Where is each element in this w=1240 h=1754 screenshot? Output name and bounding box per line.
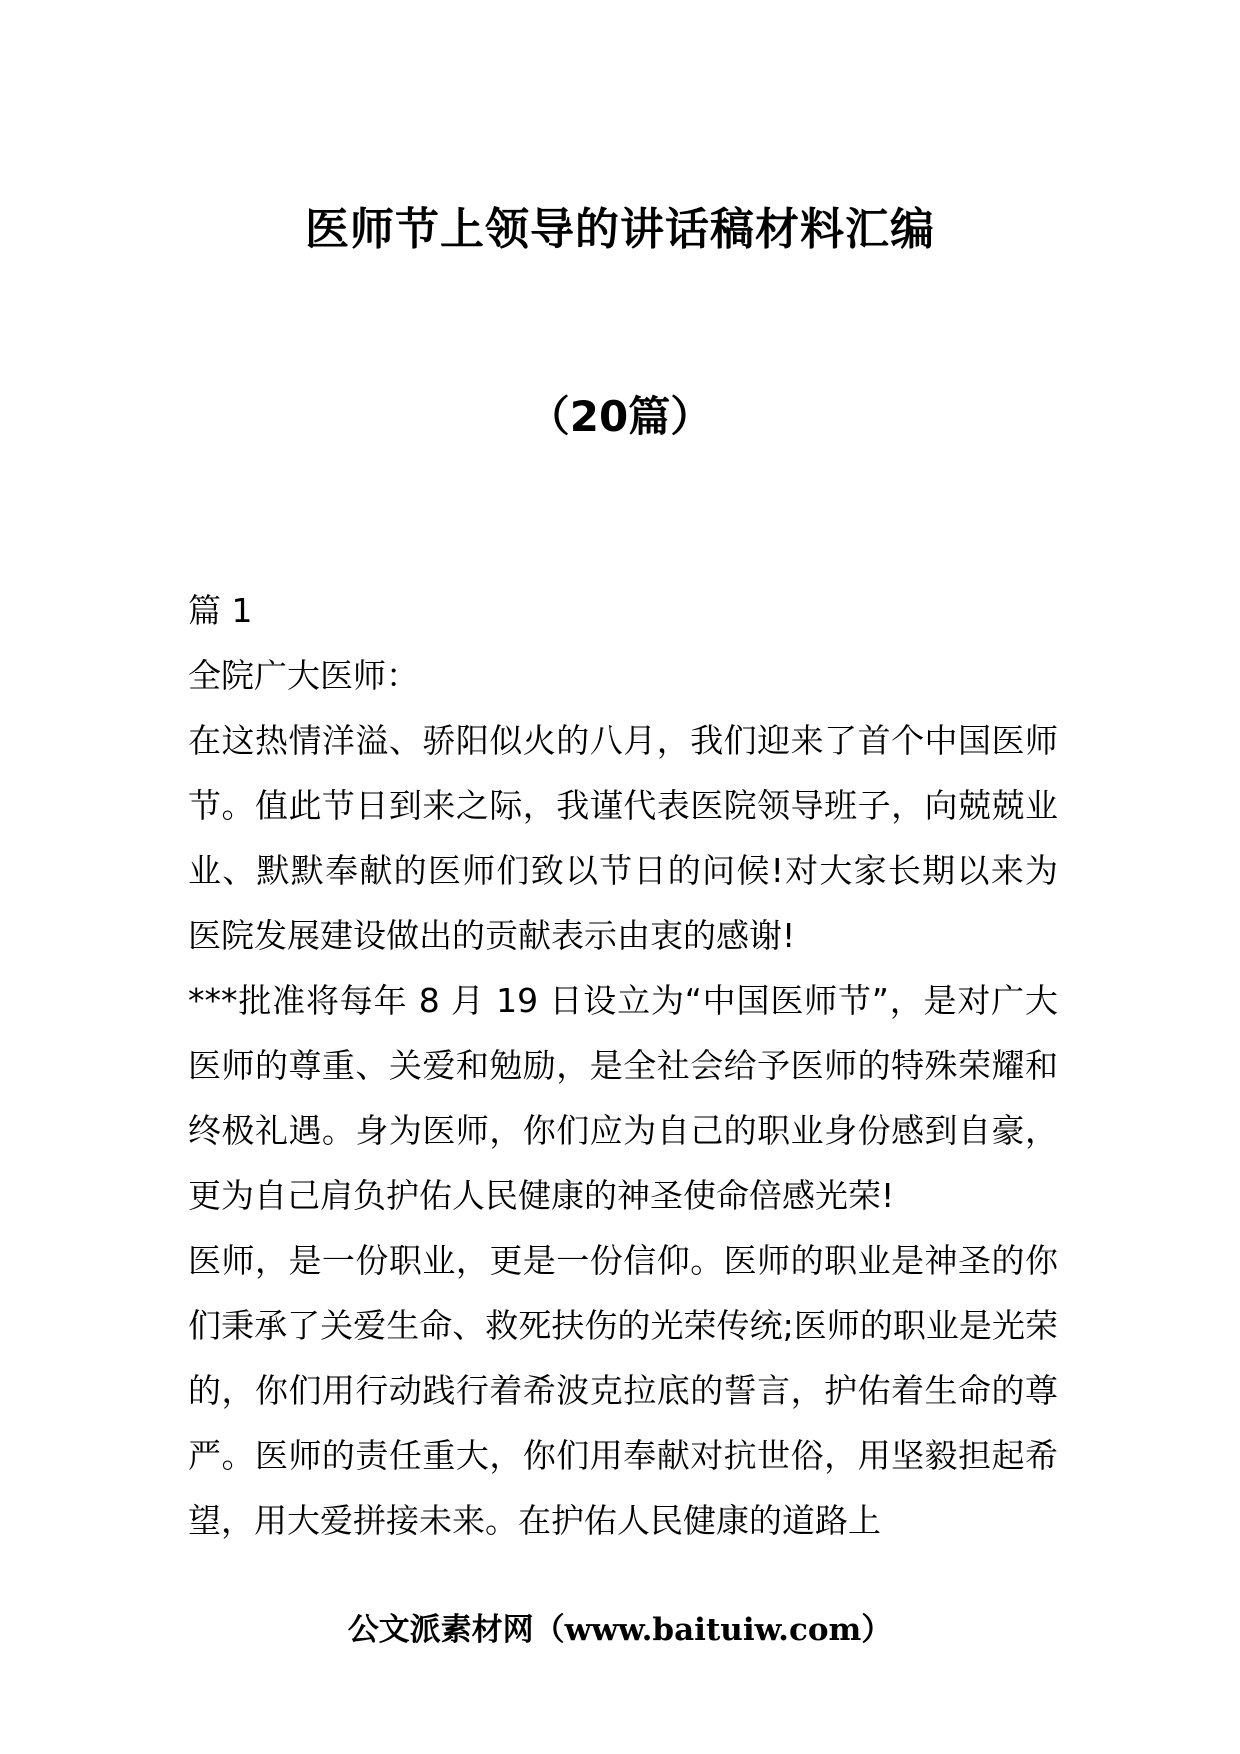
salutation: 全院广大医师： bbox=[188, 656, 419, 695]
paragraph-2: ***批准将每年 8 月 19 日设立为“中国医师节”，是对广大医师的尊重、关爱和勉励，是全社会给予医师的特殊荣耀和终极礼遇。身为医师，你们应为自己的职业身份感到自豪，更为自己肩负护佑人民健康的神圣使命倍感光荣! bbox=[188, 981, 1058, 1215]
paragraph-1: 在这热情洋溢、骄阳似火的八月，我们迎来了首个中国医师节。值此节日到来之际，我谨代表医院领导班子，向兢兢业业、默默奉献的医师们致以节日的问候!对大家长期以来为医院发展建设做出的贡献表示由衷的感谢! bbox=[188, 721, 1058, 955]
section-heading: 篇 1 bbox=[188, 591, 253, 630]
footer-source: 公文派素材网（www.baituiw.com） bbox=[347, 1612, 893, 1648]
document-body bbox=[188, 578, 1058, 1553]
document-title: 医师节上领导的讲话稿材料汇编 bbox=[305, 204, 935, 255]
paragraph-3: 医师，是一份职业，更是一份信仰。医师的职业是神圣的你们秉承了关爱生命、救死扶伤的光荣传统;医师的职业是光荣的，你们用行动践行着希波克拉底的誓言，护佑着生命的尊严。医师的责任重大，你们用奉献对抗世俗，用坚毅担起希望，用大爱拼接未来。在护佑人民健康的道路上 bbox=[188, 1241, 1058, 1540]
document-subtitle: （20篇） bbox=[527, 392, 713, 441]
